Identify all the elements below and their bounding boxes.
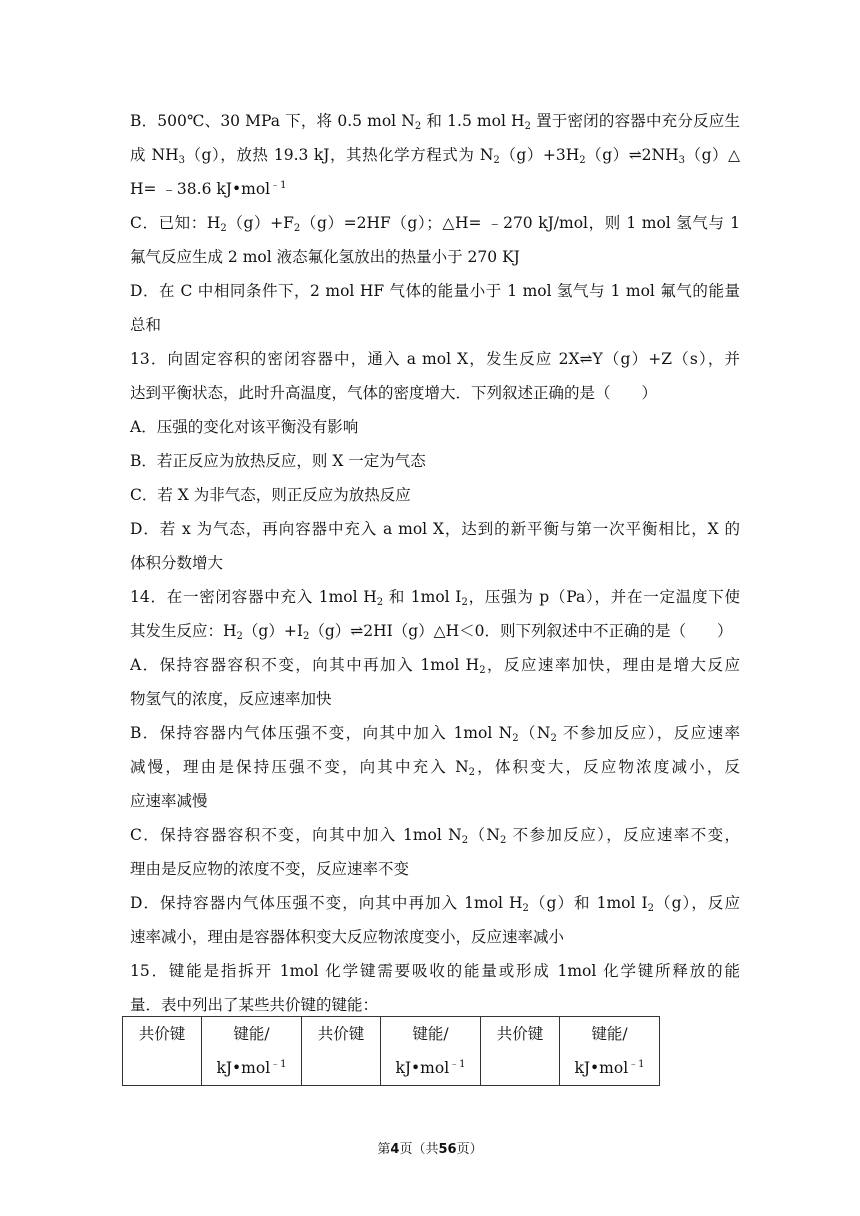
text-line: 总和 — [130, 316, 162, 334]
text-line: 体积分数增大 — [130, 554, 224, 572]
table-header-cell — [481, 1017, 560, 1086]
text-line: H= ﹣38.6 kJ•mol$^{﹣1}$ — [130, 180, 287, 198]
text-line: 速率减小，理由是容器体积变大反应物浓度变小，反应速率减小 — [130, 928, 565, 946]
text-line: B．若正反应为放热反应，则 X 一定为气态 — [130, 452, 426, 470]
text-line: A．压强的变化对该平衡没有影响 — [130, 418, 359, 436]
header-cell-line1: 共价键 — [138, 1025, 186, 1043]
header-cell-unit: kJ•mol$^{﹣1}$ — [574, 1059, 645, 1077]
text-line: 达到平衡状态，此时升高温度，气体的密度增大．下列叙述正确的是（ ） — [130, 384, 658, 402]
text-line: D．保持容器内气体压强不变，向其中再加入 1mol $H_2(g)$和 1mol $I_2(g)$，反应 — [130, 894, 740, 914]
text-line: 理由是反应物的浓度不变，反应速率不变 — [130, 860, 410, 878]
text-line: B．保持容器内气体压强不变，向其中加入 1mol $N_2(N_2$ 不参加反应），反应速率 — [130, 724, 740, 744]
table-header-cell — [381, 1017, 481, 1086]
header-cell-line1: 键能/ — [412, 1025, 449, 1043]
footer-suffix: 页） — [456, 1142, 483, 1157]
question-body — [130, 104, 740, 1022]
table-header-cell — [560, 1017, 660, 1086]
table-header-cell — [123, 1017, 202, 1086]
header-cell-line1: 键能/ — [233, 1025, 270, 1043]
text-line: 减慢，理由是保持压强不变，向其中充入 $N_2$，体积变大，反应物浓度减小，反 — [130, 758, 740, 778]
header-cell-unit: kJ•mol$^{﹣1}$ — [395, 1059, 466, 1077]
text-line: C．已知：$H_2(g)+F_2(g)=2HF(g)$；△H= ﹣270 kJ/mol，则 1 mol 氢气与 1 — [130, 214, 740, 234]
table-header-cell — [302, 1017, 381, 1086]
text-line: 物氢气的浓度，反应速率加快 — [130, 690, 332, 708]
text-line: D．在 C 中相同条件下，2 mol HF 气体的能量小于 1 mol 氢气与 1 mol 氟气的能量 — [130, 282, 740, 300]
text-line: D．若 x 为气态，再向容器中充入 a mol X，达到的新平衡与第一次平衡相比，X 的 — [130, 520, 740, 538]
text-line: 13．向固定容积的密闭容器中，通入 a mol X，发生反应 2X⇌Y（g）+Z（s），并 — [130, 350, 740, 368]
text-line: 应速率减慢 — [130, 792, 208, 810]
text-line: 14．在一密闭容器中充入 1mol $H_2$ 和 1mol $I_2$，压强为 p（Pa），并在一定温度下使 — [130, 588, 740, 608]
header-cell-line1: 共价键 — [317, 1025, 365, 1043]
text-line: B．500℃、30 MPa 下，将 0.5 mol $N_2$ 和 1.5 mol $H_2$ 置于密闭的容器中充分反应生 — [130, 112, 740, 132]
text-line: 成 $NH_3(g)$，放热 19.3 kJ，其热化学方程式为 $N_2(g)+3H_2(g)\rightleftharpoons 2NH_3(g)\triangle$ — [130, 146, 740, 166]
footer-middle: 页（共 — [399, 1142, 439, 1157]
text-line: 其发生反应：$H_2(g)+I_2(g)\rightleftharpoons 2HI(g)\triangle H<0$．则下列叙述中不正确的是（ ） — [130, 622, 733, 642]
header-cell-line1: 共价键 — [496, 1025, 544, 1043]
text-line: 量．表中列出了某些共价键的键能： — [130, 996, 379, 1014]
current-page-number: 4 — [390, 1142, 400, 1157]
text-line: C．若 X 为非气态，则正反应为放热反应 — [130, 486, 411, 504]
header-cell-line1: 键能/ — [591, 1025, 628, 1043]
total-page-number: 56 — [438, 1142, 457, 1157]
page-footer — [0, 1138, 860, 1157]
bond-energy-table — [122, 1016, 660, 1086]
footer-prefix: 第 — [377, 1142, 391, 1157]
text-line: C．保持容器容积不变，向其中加入 1mol $N_2(N_2$ 不参加反应），反应速率不变， — [130, 826, 740, 846]
text-line: 15．键能是指拆开 1mol 化学键需要吸收的能量或形成 1mol 化学键所释放的能 — [130, 962, 740, 980]
header-cell-unit: kJ•mol$^{﹣1}$ — [216, 1059, 287, 1077]
text-line: A．保持容器容积不变，向其中再加入 1mol $H_2$，反应速率加快，理由是增大反应 — [130, 656, 740, 676]
table-header-cell — [202, 1017, 302, 1086]
text-line: 氟气反应生成 2 mol 液态氟化氢放出的热量小于 270 KJ — [130, 248, 520, 266]
table-header-row — [123, 1017, 660, 1086]
